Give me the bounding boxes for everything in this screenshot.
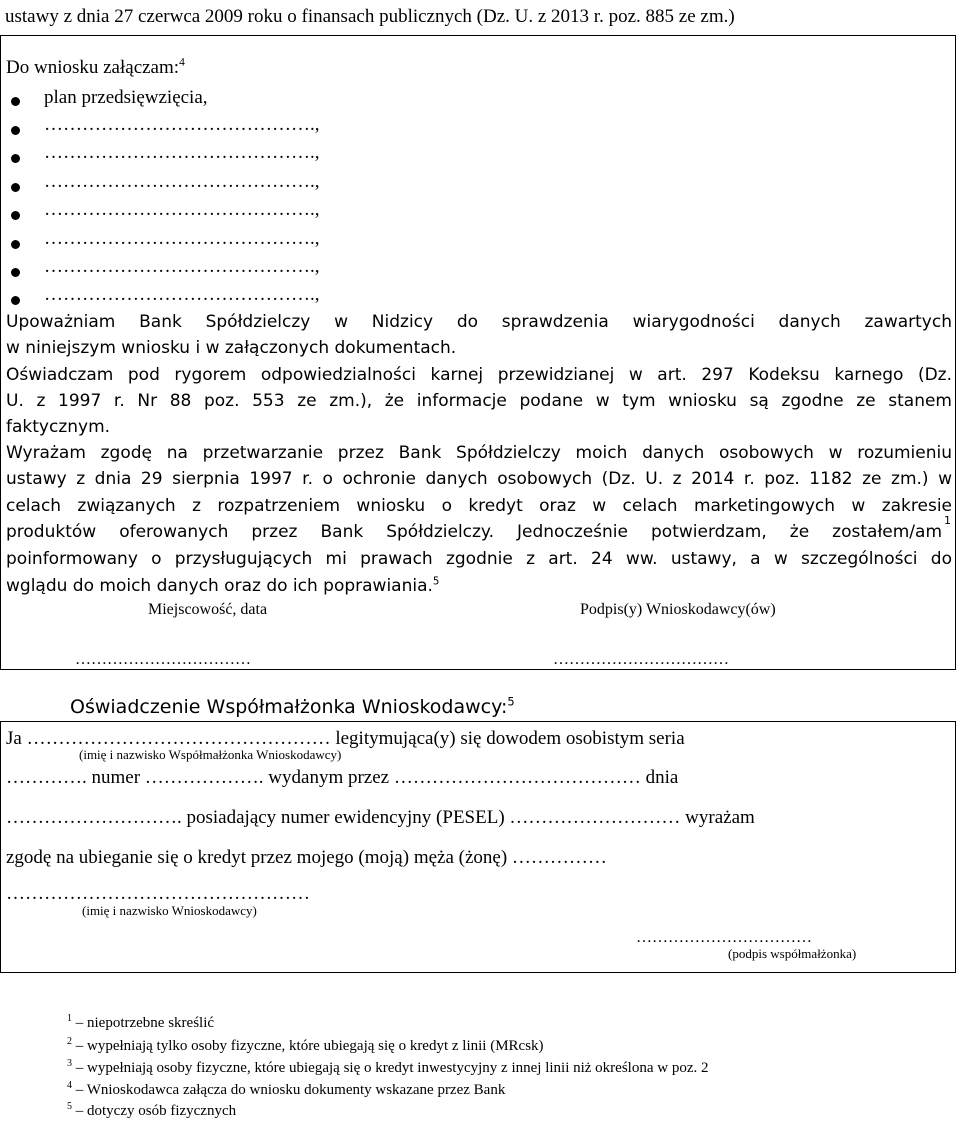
- attachment-item-blank[interactable]: …………………………………….,: [44, 284, 320, 305]
- authorization-line-1: Upoważniam Bank Spółdzielczy w Nidzicy do sprawdzenia wiarygodności danych zawartych: [6, 312, 952, 332]
- statement-line-2: U. z 1997 r. Nr 88 poz. 553 ze zm.), że informacje podane w tym wniosku są zgodne ze stanem: [6, 391, 952, 411]
- footnote-3: $^3$ – wypełniają osoby fizyczne, które ubiegają się o kredyt inwestycyjny z innej linii niż określona w poz. 2: [67, 1058, 709, 1076]
- attachment-item-blank[interactable]: …………………………………….,: [44, 228, 320, 249]
- authorization-line-2: w niniejszym wniosku i w załączonych dokumentach.: [6, 338, 457, 358]
- attachment-item-blank[interactable]: …………………………………….,: [44, 142, 320, 163]
- consent-line-3: celach związanych z rozpatrzeniem wniosku o kredyt oraz w celach marketingowych w zakresie: [6, 496, 952, 516]
- consent-line-4: produktów oferowanych przez Bank Spółdzielczy. Jednocześnie potwierdzam, że zostałem/am: [6, 522, 942, 542]
- statement-line-1: Oświadczam pod rygorem odpowiedzialności karnej przewidzianej w art. 297 Kodeksu karnego (Dz.: [6, 365, 952, 385]
- bullet-icon: [11, 268, 20, 277]
- spouse-line-1: Ja ………………………………………… legitymująca(y) się dowodem osobistym seria: [6, 728, 685, 749]
- consent-line-2: ustawy z dnia 29 sierpnia 1997 r. o ochronie danych osobowych (Dz. U. z 2014 r. poz. 1182 ze zm.) w: [6, 469, 952, 489]
- attachment-item-blank[interactable]: …………………………………….,: [44, 114, 320, 135]
- bullet-icon: [11, 126, 20, 135]
- bullet-icon: [11, 183, 20, 192]
- footnote-1: $^1$ – niepotrzebne skreślić: [67, 1013, 215, 1031]
- attachments-heading: Do wniosku załączam:$^4$: [6, 56, 185, 78]
- attachment-item-blank[interactable]: …………………………………….,: [44, 256, 320, 277]
- bullet-icon: [11, 296, 20, 305]
- bullet-icon: [11, 97, 20, 106]
- applicant-name-caption: (imię i nazwisko Wnioskodawcy): [82, 903, 257, 918]
- consent-line-5: poinformowany o przysługujących mi prawach zgodnie z art. 24 ww. ustawy, a w szczególności do: [6, 549, 952, 569]
- issued-by-field[interactable]: …………………………………: [393, 767, 641, 788]
- spouse-name-caption: (imię i nazwisko Współmałżonka Wnioskodawcy): [79, 747, 342, 762]
- footnote-5: $^5$ – dotyczy osób fizycznych: [67, 1101, 237, 1119]
- spouse-relation-field[interactable]: ……………: [511, 847, 607, 868]
- attachment-item-blank[interactable]: …………………………………….,: [44, 171, 320, 192]
- consent-line-4-footnote: 1: [944, 514, 951, 527]
- pesel-field[interactable]: ………………………: [509, 807, 681, 828]
- footnote-4: $^4$ – Wnioskodawca załącza do wniosku dokumenty wskazane przez Bank: [67, 1080, 506, 1098]
- attachment-item-blank[interactable]: …………………………………….,: [44, 199, 320, 220]
- header-text: ustawy z dnia 27 czerwca 2009 roku o finansach publicznych (Dz. U. z 2013 r. poz. 885 ze zm.): [5, 6, 735, 27]
- applicant-name-field[interactable]: …………………………………………: [6, 883, 310, 904]
- consent-line-1: Wyrażam zgodę na przetwarzanie przez Bank Spółdzielczy moich danych osobowych w rozumieniu: [6, 443, 952, 463]
- spouse-name-field[interactable]: …………………………………………: [26, 728, 331, 749]
- id-series-field[interactable]: ………….: [6, 767, 87, 788]
- consent-line-6: wglądu do moich danych oraz do ich poprawiania.$^5$: [6, 576, 440, 596]
- place-date-field[interactable]: ……………………………: [75, 651, 251, 668]
- applicant-signature-field[interactable]: ……………………………: [553, 651, 729, 668]
- bullet-icon: [11, 211, 20, 220]
- attachment-item-plan: plan przedsięwzięcia,: [44, 87, 208, 108]
- spouse-statement-title: Oświadczenie Współmałżonka Wnioskodawcy:$^5$: [70, 694, 515, 718]
- spouse-line-2: …………. numer ………………. wydanym przez ………………………………… dnia: [6, 767, 679, 788]
- spouse-line-4: zgodę na ubieganie się o kredyt przez mojego (moją) męża (żonę) ……………: [6, 847, 607, 868]
- applicant-signature-label: Podpis(y) Wnioskodawcy(ów): [580, 601, 776, 618]
- bullet-icon: [11, 154, 20, 163]
- id-number-field[interactable]: ……………….: [144, 767, 264, 788]
- place-date-label: Miejscowość, data: [148, 601, 268, 618]
- spouse-signature-field[interactable]: ……………………………: [636, 929, 812, 946]
- statement-line-3: faktycznym.: [6, 417, 111, 437]
- issue-date-field[interactable]: ……………………….: [6, 807, 182, 828]
- bullet-icon: [11, 240, 20, 249]
- spouse-signature-caption: (podpis współmałżonka): [728, 946, 857, 961]
- spouse-line-3: ………………………. posiadający numer ewidencyjny (PESEL) ……………………… wyrażam: [6, 807, 755, 828]
- footnote-2: $^2$ – wypełniają tylko osoby fizyczne, które ubiegają się o kredyt z linii (MRcsk): [67, 1036, 544, 1054]
